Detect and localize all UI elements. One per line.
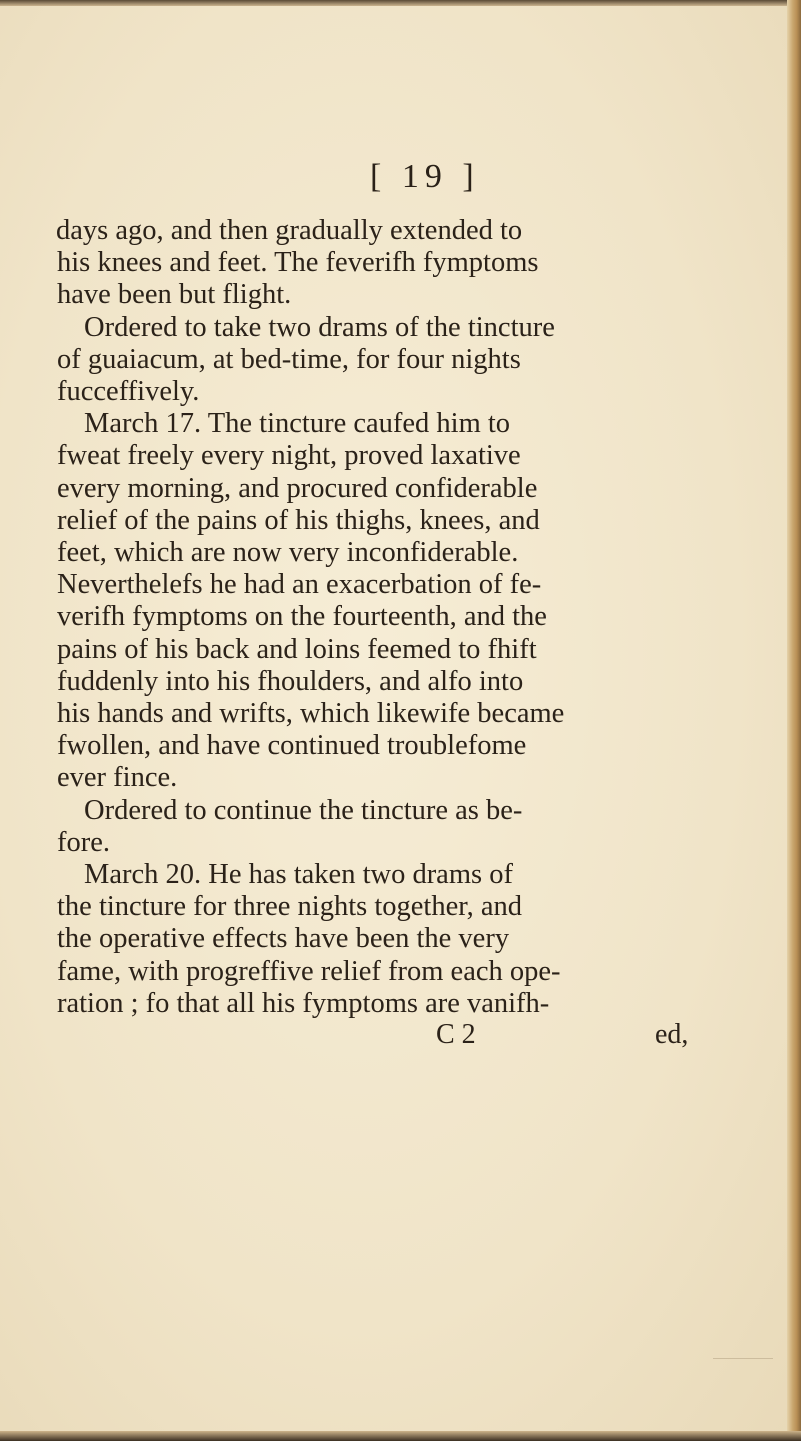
text-line: have been but flight. (57, 279, 292, 310)
text-line: Ordered to continue the tincture as be- (84, 795, 523, 826)
text-line: fame, with progreffive relief from each ope- (57, 956, 561, 987)
page-top-edge (0, 0, 801, 6)
text-line: feet, which are now very inconfiderable. (57, 537, 519, 568)
page-number-header: [ 19 ] (370, 158, 480, 195)
page-bottom-edge (0, 1431, 801, 1441)
text-line: March 20. He has taken two drams of (84, 859, 513, 890)
text-line: March 17. The tincture caufed him to (84, 408, 511, 439)
text-line: fore. (57, 827, 111, 858)
text-line: fwollen, and have continued troublefome (57, 730, 527, 761)
text-line: verifh fymptoms on the fourteenth, and the (57, 601, 547, 632)
text-line: ever fince. (57, 762, 178, 793)
text-line: Ordered to take two drams of the tincture (84, 312, 555, 343)
text-line: ration ; fo that all his fymptoms are vanifh- (57, 988, 550, 1019)
catchword: ed, (655, 1019, 689, 1050)
page-right-edge (787, 0, 801, 1441)
text-line: the tincture for three nights together, and (57, 891, 522, 922)
paper-mark (713, 1358, 773, 1359)
signature-mark: C 2 (436, 1019, 476, 1050)
text-line: his hands and wrifts, which likewife became (57, 698, 565, 729)
text-line: pains of his back and loins feemed to fhift (57, 634, 537, 665)
text-line: his knees and feet. The feverifh fymptoms (57, 247, 539, 278)
text-line: every morning, and procured confiderable (57, 473, 538, 504)
text-line: of guaiacum, at bed-time, for four nights (57, 344, 521, 375)
text-line: Neverthelefs he had an exacerbation of fe- (57, 569, 542, 600)
text-line: fuddenly into his fhoulders, and alfo into (57, 666, 524, 697)
text-line: relief of the pains of his thighs, knees, and (57, 505, 540, 536)
text-line: the operative effects have been the very (57, 923, 510, 954)
text-line: fucceffively. (57, 376, 200, 407)
text-line: fweat freely every night, proved laxative (57, 440, 521, 471)
text-line: days ago, and then gradually extended to (56, 215, 523, 246)
